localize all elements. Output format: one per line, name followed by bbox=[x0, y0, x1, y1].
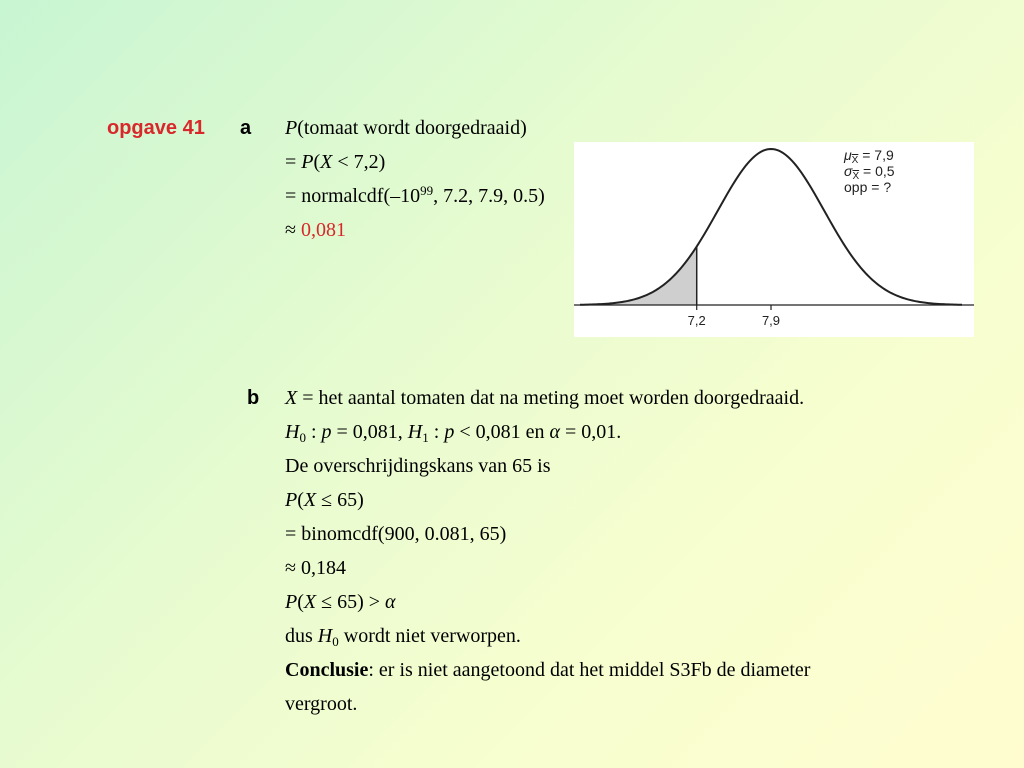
part-a-solution bbox=[285, 116, 545, 252]
part-b-line-10: vergroot. bbox=[285, 693, 358, 715]
part-a-line-2: = P(X < 7,2) bbox=[285, 151, 386, 173]
part-a-answer: 0,081 bbox=[300, 219, 346, 241]
part-b-line-3: De overschrijdingskans van 65 is bbox=[285, 455, 551, 477]
normal-distribution-chart bbox=[574, 142, 974, 337]
x-tick-label: 7,2 bbox=[687, 313, 706, 328]
x-tick-label: 7,9 bbox=[761, 313, 781, 328]
part-b-line-7: P(X ≤ 65) > α bbox=[285, 591, 396, 613]
part-a-line-3: = $normalcdf(-10^{99}$, 7.2, 7.9, 0.5) bbox=[285, 183, 545, 207]
part-a-line-1: P(tomaat wordt doorgedraaid) bbox=[285, 117, 527, 139]
part-b-solution bbox=[285, 386, 810, 726]
x-ticks bbox=[688, 305, 780, 328]
part-a-line-4: ≈ 0,081 bbox=[285, 219, 346, 241]
part-b-hypotheses: $H_0$ : p = 0,081, $H_1$ : p < 0,081 en α = 0,01. bbox=[285, 421, 622, 445]
sigma-annotation: $\sigma_{\overline{X}} = 0,5$ bbox=[844, 163, 895, 182]
part-b-conclusion: Conclusie: er is niet aangetoond dat het middel S3Fb de diameter bbox=[285, 659, 811, 681]
normal-curve-svg bbox=[574, 142, 974, 337]
chart-annotations bbox=[844, 147, 895, 195]
normal-curve bbox=[580, 149, 962, 305]
shaded-area-left-tail bbox=[580, 246, 697, 305]
exercise-number: opgave 41 bbox=[107, 117, 205, 139]
part-b-line-4: P(X ≤ 65) bbox=[285, 489, 364, 511]
mu-annotation: $\mu_{\overline{X}} = 7,9$ bbox=[844, 147, 894, 166]
part-a-label: a bbox=[240, 117, 252, 139]
part-b-line-5: = binomcdf(900, 0.081, 65) bbox=[285, 523, 507, 545]
part-b-label: b bbox=[247, 387, 260, 409]
part-b-line-1: X = het aantal tomaten dat na meting moet worden doorgedraaid. bbox=[285, 387, 805, 409]
part-b-line-6: ≈ 0,184 bbox=[285, 557, 346, 579]
part-b-line-8: dus $H_0$ wordt niet verworpen. bbox=[285, 625, 521, 649]
opp-annotation: opp = ? bbox=[844, 179, 892, 195]
